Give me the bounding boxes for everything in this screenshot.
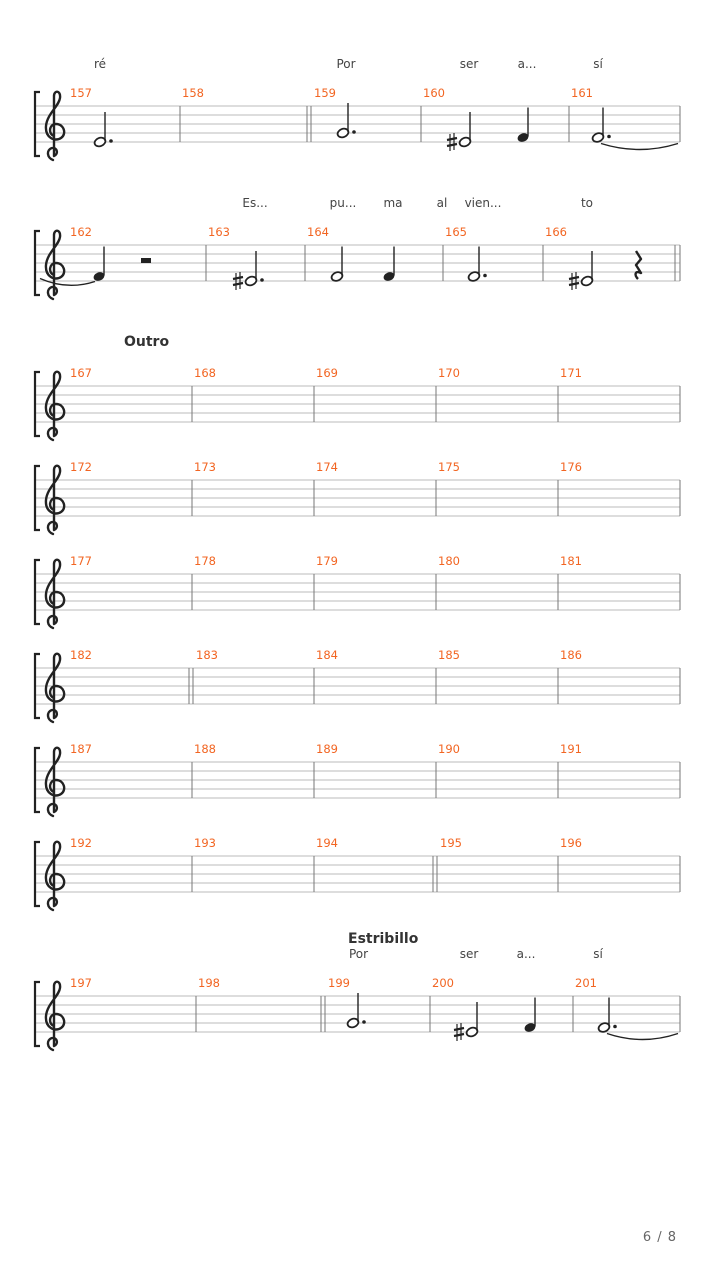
lyric-syllable: ser	[459, 57, 479, 71]
treble-clef-path	[46, 842, 64, 910]
measure-number: 195	[440, 836, 462, 850]
section-label: Estribillo	[348, 931, 419, 947]
augmentation-dot	[260, 278, 264, 282]
quarter-rest	[636, 251, 641, 279]
measure-number: 191	[560, 742, 582, 756]
treble-clef-icon	[46, 372, 64, 440]
treble-clef-icon	[46, 748, 64, 816]
measure-number: 160	[423, 86, 445, 100]
measure-number: 193	[194, 836, 216, 850]
treble-clef-icon	[46, 231, 64, 299]
section-label: Outro	[124, 334, 170, 350]
tie	[40, 279, 95, 286]
lyric-syllable: to	[580, 196, 594, 210]
treble-clef-icon	[46, 842, 64, 910]
measure-number: 158	[182, 86, 204, 100]
measure-number: 164	[307, 225, 329, 239]
treble-clef-icon	[46, 654, 64, 722]
sharp-stroke	[454, 1028, 464, 1030]
measure-number: 190	[438, 742, 460, 756]
measure-number: 157	[70, 86, 92, 100]
treble-clef-icon	[46, 466, 64, 534]
treble-clef-path	[46, 748, 64, 816]
measure-number: 170	[438, 366, 460, 380]
measure-number: 175	[438, 460, 460, 474]
treble-clef-path	[46, 466, 64, 534]
lyric-syllable: ser	[459, 947, 479, 961]
augmentation-dot	[352, 130, 356, 134]
treble-clef-path	[46, 654, 64, 722]
lyric-syllable: sí	[593, 57, 603, 71]
measure-number: 162	[70, 225, 92, 239]
measure-number: 177	[70, 554, 92, 568]
measure-number: 198	[198, 976, 220, 990]
measure-number: 196	[560, 836, 582, 850]
measure-number: 166	[545, 225, 567, 239]
augmentation-dot	[362, 1020, 366, 1024]
lyric-syllable: ré	[93, 57, 107, 71]
measure-number: 178	[194, 554, 216, 568]
measure-number: 171	[560, 366, 582, 380]
sharp-stroke	[447, 138, 457, 140]
measure-number: 200	[432, 976, 454, 990]
measure-number: 174	[316, 460, 338, 474]
measure-number: 184	[316, 648, 338, 662]
measure-number: 185	[438, 648, 460, 662]
lyric-syllable: a...	[516, 947, 536, 961]
measure-number: 168	[194, 366, 216, 380]
lyric-syllable: al	[436, 196, 448, 210]
lyric-syllable: vien...	[464, 196, 502, 210]
page-indicator: 6 / 8	[642, 1230, 677, 1245]
sharp-stroke	[233, 283, 243, 285]
measure-number: 189	[316, 742, 338, 756]
lyric-syllable: pu...	[329, 196, 357, 210]
measure-number: 187	[70, 742, 92, 756]
sharp-stroke	[454, 1034, 464, 1036]
measure-number: 182	[70, 648, 92, 662]
sharp-stroke	[569, 277, 579, 279]
augmentation-dot	[483, 274, 487, 278]
measure-number: 201	[575, 976, 597, 990]
measure-number: 165	[445, 225, 467, 239]
lyric-syllable: ma	[383, 196, 403, 210]
treble-clef-path	[46, 560, 64, 628]
lyric-syllable: a...	[517, 57, 537, 71]
measure-number: 161	[571, 86, 593, 100]
measure-number: 181	[560, 554, 582, 568]
measure-number: 199	[328, 976, 350, 990]
treble-clef-path	[46, 372, 64, 440]
treble-clef-icon	[46, 92, 64, 160]
augmentation-dot	[607, 135, 611, 139]
augmentation-dot	[109, 139, 113, 143]
tie	[607, 1034, 678, 1040]
augmentation-dot	[613, 1025, 617, 1029]
measure-number: 194	[316, 836, 338, 850]
measure-number: 179	[316, 554, 338, 568]
measure-number: 192	[70, 836, 92, 850]
measure-number: 163	[208, 225, 230, 239]
measure-number: 186	[560, 648, 582, 662]
treble-clef-path	[46, 92, 64, 160]
treble-clef-path	[46, 982, 64, 1050]
lyric-syllable: Es...	[242, 196, 268, 210]
measure-number: 180	[438, 554, 460, 568]
treble-clef-icon	[46, 982, 64, 1050]
tie	[601, 144, 678, 150]
lyric-syllable: sí	[593, 947, 603, 961]
measure-number: 183	[196, 648, 218, 662]
measure-number: 167	[70, 366, 92, 380]
half-rest	[141, 258, 151, 263]
sharp-stroke	[233, 277, 243, 279]
treble-clef-path	[46, 231, 64, 299]
treble-clef-icon	[46, 560, 64, 628]
measure-number: 159	[314, 86, 336, 100]
sharp-stroke	[447, 144, 457, 146]
measure-number: 173	[194, 460, 216, 474]
sharp-stroke	[569, 283, 579, 285]
measure-number: 169	[316, 366, 338, 380]
lyric-syllable: Por	[336, 57, 356, 71]
measure-number: 197	[70, 976, 92, 990]
lyric-syllable: Por	[349, 947, 369, 961]
measure-number: 188	[194, 742, 216, 756]
measure-number: 172	[70, 460, 92, 474]
measure-number: 176	[560, 460, 582, 474]
